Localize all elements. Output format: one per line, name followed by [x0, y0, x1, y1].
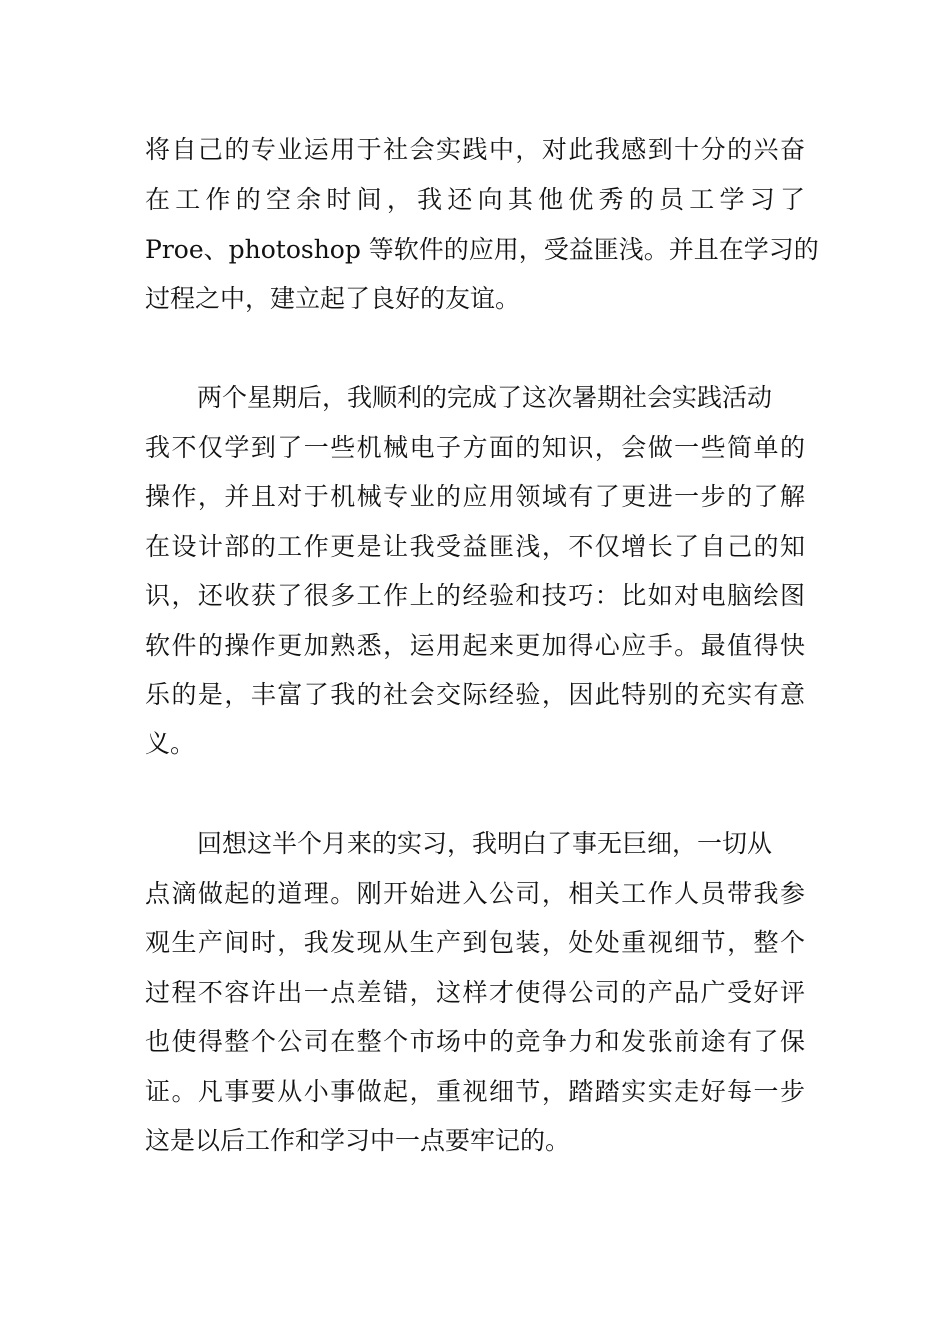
paragraph-line: 操作，并且对于机械专业的应用领域有了更进一步的了解: [145, 482, 805, 511]
paragraph-line: 也使得整个公司在整个市场中的竞争力和发张前途有了保: [145, 1027, 805, 1056]
paragraph-line: 两个星期后，我顺利的完成了这次暑期社会实践活动: [197, 383, 773, 412]
paragraph-line: 这是以后工作和学习中一点要牢记的。: [145, 1126, 571, 1155]
paragraph-line: 过程不容许出一点差错，这样才使得公司的产品广受好评: [145, 978, 805, 1007]
paragraph-line: Proe、photoshop 等软件的应用，受益匪浅。并且在学习的: [145, 235, 819, 264]
paragraph-line: 软件的操作更加熟悉，运用起来更加得心应手。最值得快: [145, 631, 805, 660]
paragraph-line: 识，还收获了很多工作上的经验和技巧：比如对电脑绘图: [145, 581, 805, 610]
paragraph-line: 义。: [145, 729, 196, 758]
paragraph-line: 证。凡事要从小事做起，重视细节，踏踏实实走好每一步: [145, 1077, 805, 1106]
paragraph-line: 将自己的专业运用于社会实践中，对此我感到十分的兴奋: [145, 135, 805, 164]
paragraph-line: 回想这半个月来的实习，我明白了事无巨细，一切从: [197, 829, 773, 858]
paragraph-line: 在设计部的工作更是让我受益匪浅，不仅增长了自己的知: [145, 532, 805, 561]
paragraph-line: 乐的是，丰富了我的社会交际经验，因此特别的充实有意: [145, 680, 805, 709]
paragraph-line: 点滴做起的道理。刚开始进入公司，相关工作人员带我参: [145, 879, 805, 908]
paragraph-line: 观生产间时，我发现从生产到包装，处处重视细节，整个: [145, 928, 805, 957]
paragraph-line: 在工作的空余时间，我还向其他优秀的员工学习了: [145, 185, 805, 214]
paragraph-line: 我不仅学到了一些机械电子方面的知识，会做一些简单的: [145, 433, 805, 462]
paragraph-line: 过程之中，建立起了良好的友谊。: [145, 284, 521, 313]
